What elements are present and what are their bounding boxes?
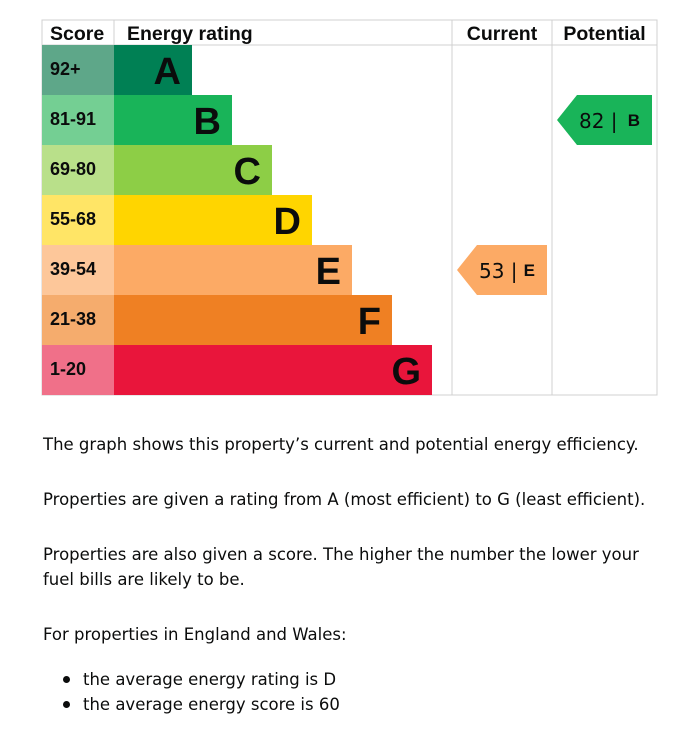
intro-paragraph: The graph shows this property’s current and potential energy efficiency. [43,435,639,454]
header-score: Score [50,23,105,45]
average-list [43,667,340,717]
band-f-bar [114,295,392,345]
header-potential: Potential [563,23,646,45]
band-d-letter: D [273,201,301,243]
band-c-range: 69-80 [50,159,97,179]
score-paragraph: Properties are also given a score. The higher the number the lower your fuel bills are likely to be. [43,545,639,589]
average-score-item: the average energy score is 60 [43,692,340,717]
band-e-letter: E [315,251,341,293]
potential-rating-score: 82 | [579,109,618,133]
band-g-bar [114,345,432,395]
rating-paragraph: Properties are given a rating from A (most efficient) to G (least efficient). [43,490,646,509]
potential-rating-letter: B [627,111,640,130]
band-c-letter: C [233,151,261,193]
band-f-letter: F [357,301,381,343]
band-f-range: 21-38 [50,309,97,329]
current-rating-letter: E [523,261,535,280]
band-e-range: 39-54 [50,259,97,279]
current-rating-score: 53 | [479,259,518,283]
band-b-letter: B [193,101,221,143]
band-g-letter: G [391,351,421,393]
header-energy-rating: Energy rating [127,23,253,45]
header-current: Current [466,23,538,45]
region-paragraph: For properties in England and Wales: [43,625,347,644]
band-a-letter: A [153,51,181,93]
band-b-range: 81-91 [50,109,97,129]
band-a-range: 92+ [50,59,81,79]
band-d-range: 55-68 [50,209,97,229]
average-rating-item: the average energy rating is D [43,667,340,692]
band-g-range: 1-20 [50,359,87,379]
